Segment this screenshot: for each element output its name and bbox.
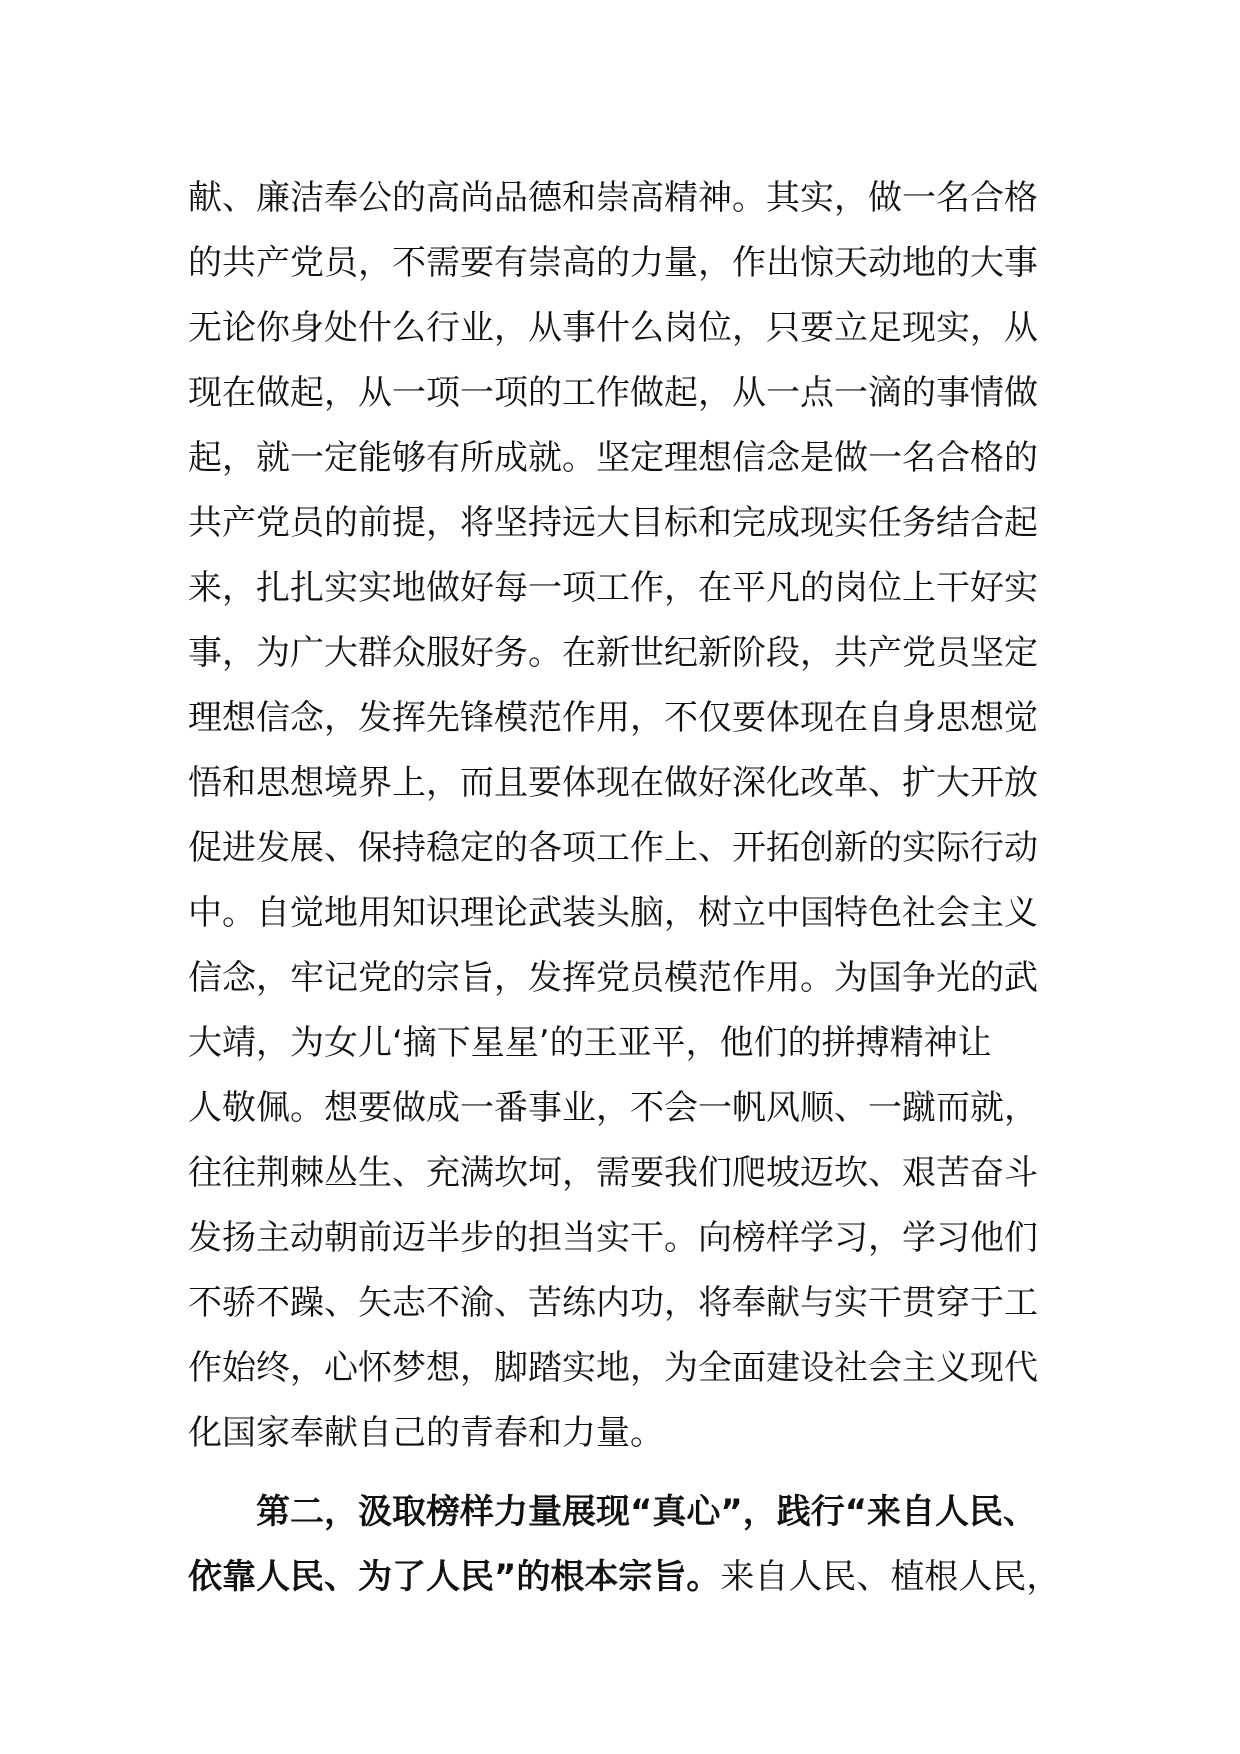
text-line: 共产党员的前提，将坚持远大目标和完成现实任务结合起: [188, 503, 1038, 543]
text-line: 现在做起，从一项一项的工作做起，从一点一滴的事情做: [188, 373, 1038, 413]
section-heading-continued: [188, 1545, 1078, 1610]
text-line: 发扬主动朝前迈半步的担当实干。向榜样学习，学习他们: [188, 1218, 1038, 1258]
section-heading: 第二，汲取榜样力量展现“真心”，践行“来自人民、: [256, 1492, 1038, 1532]
text-line: 不骄不躁、矢志不渝、苦练内功，将奉献与实干贯穿于工: [188, 1283, 1038, 1323]
text-line: 理想信念，发挥先锋模范作用，不仅要体现在自身思想觉: [188, 698, 1038, 738]
text-line: 信念，牢记党的宗旨，发挥党员模范作用。为国争光的武: [188, 958, 1038, 998]
text-line: 促进发展、保持稳定的各项工作上、开拓创新的实际行动: [188, 828, 1038, 868]
section-body-start: 来自人民、植根人民，: [720, 1557, 1061, 1597]
text-line: 大靖，为女儿‘摘下星星’的王亚平，他们的拼搏精神让: [188, 1023, 992, 1063]
text-line: 事，为广大群众服好务。在新世纪新阶段，共产党员坚定: [188, 633, 1038, 673]
text-line: 中。自觉地用知识理论武装头脑，树立中国特色社会主义: [188, 893, 1038, 933]
text-line: 来，扎扎实实地做好每一项工作，在平凡的岗位上干好实: [188, 568, 1038, 608]
text-line: 献、廉洁奉公的高尚品德和崇高精神。其实，做一名合格: [188, 178, 1038, 218]
text-line: 化国家奉献自己的青春和力量。: [188, 1413, 664, 1453]
text-line: 起，就一定能够有所成就。坚定理想信念是做一名合格的: [188, 438, 1038, 478]
text-line: 悟和思想境界上，而且要体现在做好深化改革、扩大开放: [188, 763, 1038, 803]
section-heading-end: 依靠人民、为了人民”的根本宗旨。: [188, 1557, 721, 1597]
text-line: 无论你身处什么行业，从事什么岗位，只要立足现实，从: [188, 308, 1038, 348]
paragraph-gap: [188, 1466, 1078, 1480]
text-line: 往往荆棘丛生、充满坎坷，需要我们爬坡迈坎、艰苦奋斗: [188, 1153, 1038, 1193]
body-text: [188, 166, 1078, 1610]
text-line: 的共产党员，不需要有崇高的力量，作出惊天动地的大事: [188, 243, 1038, 283]
text-line: 作始终，心怀梦想，脚踏实地，为全面建设社会主义现代: [188, 1348, 1038, 1388]
text-line: 人敬佩。想要做成一番事业，不会一帆风顺、一蹴而就，: [188, 1088, 1038, 1128]
